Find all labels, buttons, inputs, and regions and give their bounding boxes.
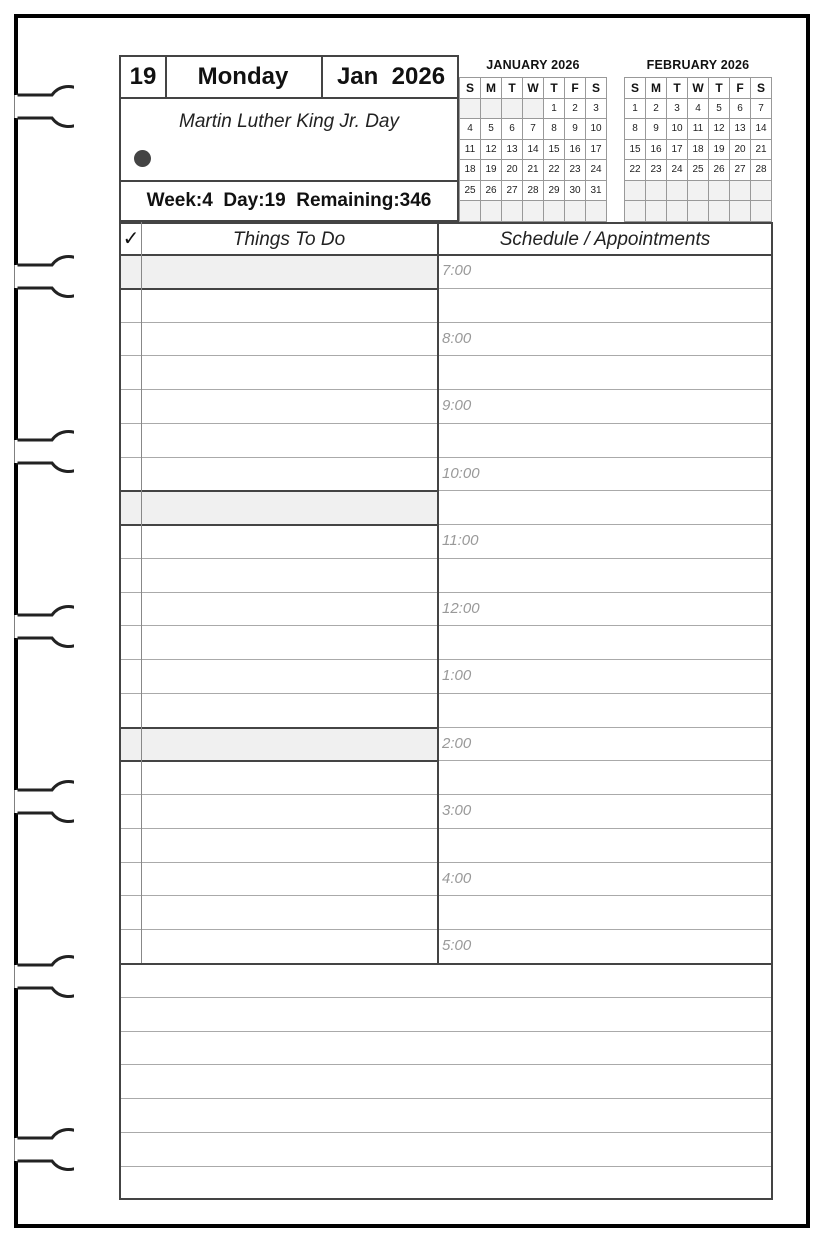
calendar-day: 22	[625, 160, 646, 181]
rule-line	[437, 794, 771, 795]
rule-line	[121, 659, 437, 660]
calendar-day: 5	[481, 119, 502, 140]
weekday-header: T	[544, 78, 565, 99]
calendar-day: 19	[481, 160, 502, 181]
rule-line	[121, 423, 437, 424]
planner-grid	[119, 222, 773, 1200]
rule-line	[121, 693, 437, 694]
calendar-empty-cell	[625, 201, 646, 222]
weekday-header: S	[460, 78, 481, 99]
rule-line	[121, 760, 437, 762]
calendar-empty-cell	[730, 181, 751, 202]
time-10: 10:00	[442, 465, 480, 482]
rule-line	[121, 558, 437, 559]
calendar-empty-cell	[646, 201, 667, 222]
calendar-day: 28	[751, 160, 772, 181]
calendar-day: 6	[730, 99, 751, 120]
calendar-day: 31	[586, 181, 607, 202]
calendar-day: 18	[688, 140, 709, 161]
rule-line	[121, 963, 771, 965]
calendar-empty-cell	[586, 201, 607, 222]
weekday-header: S	[586, 78, 607, 99]
calendar-day: 16	[565, 140, 586, 161]
calendar-empty-cell	[502, 201, 523, 222]
rule-line	[437, 727, 771, 728]
calendar-day: 20	[730, 140, 751, 161]
calendar-day: 22	[544, 160, 565, 181]
rule-line	[437, 760, 771, 761]
mini-calendar-january	[459, 58, 607, 224]
calendar-empty-cell	[667, 181, 688, 202]
calendar-empty-cell	[523, 201, 544, 222]
column-divider	[141, 222, 142, 963]
rule-line	[121, 828, 437, 829]
rule-line	[437, 322, 771, 323]
rule-line	[121, 1166, 771, 1167]
rule-line	[121, 322, 437, 323]
calendar-day: 9	[565, 119, 586, 140]
calendar-day: 28	[523, 181, 544, 202]
mini-calendar-title: FEBRUARY 2026	[646, 58, 750, 72]
calendar-empty-cell	[460, 99, 481, 120]
calendar-day: 20	[502, 160, 523, 181]
rule-line	[121, 254, 771, 256]
calendar-day: 1	[544, 99, 565, 120]
time-4: 4:00	[442, 870, 472, 887]
calendar-day: 12	[709, 119, 730, 140]
rule-line	[121, 794, 437, 795]
calendar-empty-cell	[544, 201, 565, 222]
rule-line	[121, 1132, 771, 1133]
things-to-do-header: Things To Do	[232, 229, 346, 250]
calendar-day: 5	[709, 99, 730, 120]
weekday-header: F	[730, 78, 751, 99]
calendar-empty-cell	[625, 181, 646, 202]
section-header-shading	[121, 728, 437, 761]
calendar-day: 9	[646, 119, 667, 140]
holiday-box	[119, 97, 459, 182]
rule-line	[121, 997, 771, 998]
calendar-day: 23	[646, 160, 667, 181]
schedule-header: Schedule / Appointments	[499, 229, 711, 250]
rule-line	[121, 457, 437, 458]
time-11: 11:00	[442, 532, 479, 549]
calendar-day: 3	[667, 99, 688, 120]
time-8: 8:00	[442, 330, 472, 347]
calendar-day: 15	[544, 140, 565, 161]
time-5: 5:00	[442, 937, 472, 954]
calendar-day: 17	[667, 140, 688, 161]
rule-line	[121, 929, 437, 930]
rule-line	[437, 423, 771, 424]
weekday-header: M	[481, 78, 502, 99]
calendar-day: 18	[460, 160, 481, 181]
calendar-day: 13	[502, 140, 523, 161]
calendar-empty-cell	[730, 201, 751, 222]
time-2: 2:00	[442, 735, 472, 752]
calendar-day: 10	[586, 119, 607, 140]
rule-line	[437, 558, 771, 559]
time-3: 3:00	[442, 802, 472, 819]
binder-ring-icon	[14, 775, 74, 825]
time-7: 7:00	[442, 262, 472, 279]
calendar-empty-cell	[751, 201, 772, 222]
rule-line	[121, 727, 437, 729]
day-number: 19	[121, 57, 167, 97]
dot-icon	[134, 150, 151, 167]
weekday-header: W	[688, 78, 709, 99]
calendar-day: 12	[481, 140, 502, 161]
rule-line	[437, 929, 771, 930]
calendar-day: 21	[751, 140, 772, 161]
rule-line	[437, 355, 771, 356]
calendar-day: 16	[646, 140, 667, 161]
rule-line	[437, 592, 771, 593]
rule-line	[121, 895, 437, 896]
weekday-header: W	[523, 78, 544, 99]
rule-line	[121, 1031, 771, 1032]
calendar-day: 7	[523, 119, 544, 140]
time-9: 9:00	[442, 397, 472, 414]
calendar-day: 27	[730, 160, 751, 181]
weekday-header: T	[502, 78, 523, 99]
binder-ring-icon	[14, 80, 74, 130]
rule-line	[437, 288, 771, 289]
rule-line	[437, 693, 771, 694]
rule-line	[121, 1098, 771, 1099]
rule-line	[121, 355, 437, 356]
calendar-day: 10	[667, 119, 688, 140]
holiday-text: Martin Luther King Jr. Day	[179, 111, 399, 132]
calendar-day: 17	[586, 140, 607, 161]
rule-line	[121, 625, 437, 626]
calendar-empty-cell	[460, 201, 481, 222]
rule-line	[437, 895, 771, 896]
calendar-empty-cell	[565, 201, 586, 222]
binder-ring-icon	[14, 425, 74, 475]
calendar-empty-cell	[709, 181, 730, 202]
binder-ring-icon	[14, 250, 74, 300]
check-header: ✓	[122, 228, 140, 250]
calendar-day: 1	[625, 99, 646, 120]
section-header-shading	[121, 255, 437, 288]
calendar-day: 26	[481, 181, 502, 202]
calendar-day: 25	[688, 160, 709, 181]
weekday-header: M	[646, 78, 667, 99]
calendar-day: 23	[565, 160, 586, 181]
rule-line	[437, 625, 771, 626]
weekday-header: S	[625, 78, 646, 99]
time-12: 12:00	[442, 600, 480, 617]
calendar-day: 6	[502, 119, 523, 140]
calendar-day: 14	[523, 140, 544, 161]
weekday: Monday	[165, 57, 323, 97]
time-1: 1:00	[442, 667, 472, 684]
calendar-day: 7	[751, 99, 772, 120]
rule-line	[437, 389, 771, 390]
calendar-empty-cell	[709, 201, 730, 222]
calendar-empty-cell	[646, 181, 667, 202]
calendar-day: 30	[565, 181, 586, 202]
calendar-day: 24	[667, 160, 688, 181]
calendar-day: 26	[709, 160, 730, 181]
rule-line	[437, 862, 771, 863]
calendar-day: 14	[751, 119, 772, 140]
calendar-empty-cell	[688, 201, 709, 222]
rule-line	[437, 457, 771, 458]
calendar-empty-cell	[481, 99, 502, 120]
mini-calendar-grid	[624, 77, 772, 222]
weekday-header: F	[565, 78, 586, 99]
rule-line	[121, 389, 437, 390]
calendar-day: 29	[544, 181, 565, 202]
binder-ring-icon	[14, 1123, 74, 1173]
calendar-day: 8	[625, 119, 646, 140]
rule-line	[437, 659, 771, 660]
calendar-day: 25	[460, 181, 481, 202]
weekday-header: S	[751, 78, 772, 99]
calendar-day: 13	[730, 119, 751, 140]
rule-line	[437, 524, 771, 525]
calendar-day: 8	[544, 119, 565, 140]
binder-ring-icon	[14, 950, 74, 1000]
mini-calendar-february	[624, 58, 772, 224]
rule-line	[121, 288, 437, 290]
calendar-day: 27	[502, 181, 523, 202]
rule-line	[121, 1064, 771, 1065]
calendar-empty-cell	[502, 99, 523, 120]
mini-calendar-grid	[459, 77, 607, 222]
calendar-day: 3	[586, 99, 607, 120]
calendar-day: 2	[646, 99, 667, 120]
date-header	[119, 55, 459, 99]
calendar-empty-cell	[667, 201, 688, 222]
calendar-empty-cell	[751, 181, 772, 202]
calendar-day: 21	[523, 160, 544, 181]
rule-line	[121, 524, 437, 526]
calendar-day: 15	[625, 140, 646, 161]
mini-calendar-title: JANUARY 2026	[486, 58, 580, 72]
calendar-day: 4	[688, 99, 709, 120]
weekday-header: T	[709, 78, 730, 99]
column-divider	[437, 222, 439, 963]
stats-text: Week:4 Day:19 Remaining:346	[146, 190, 432, 211]
rule-line	[437, 490, 771, 491]
calendar-day: 19	[709, 140, 730, 161]
section-header-shading	[121, 491, 437, 524]
calendar-day: 11	[688, 119, 709, 140]
calendar-empty-cell	[688, 181, 709, 202]
calendar-day: 4	[460, 119, 481, 140]
weekday-header: T	[667, 78, 688, 99]
rule-line	[121, 592, 437, 593]
binder-ring-icon	[14, 600, 74, 650]
calendar-day: 2	[565, 99, 586, 120]
calendar-empty-cell	[481, 201, 502, 222]
calendar-empty-cell	[523, 99, 544, 120]
rule-line	[437, 828, 771, 829]
stats-box	[119, 180, 459, 222]
rule-line	[121, 490, 437, 492]
rule-line	[121, 862, 437, 863]
month-year: Jan 2026	[336, 63, 446, 90]
calendar-day: 24	[586, 160, 607, 181]
calendar-day: 11	[460, 140, 481, 161]
